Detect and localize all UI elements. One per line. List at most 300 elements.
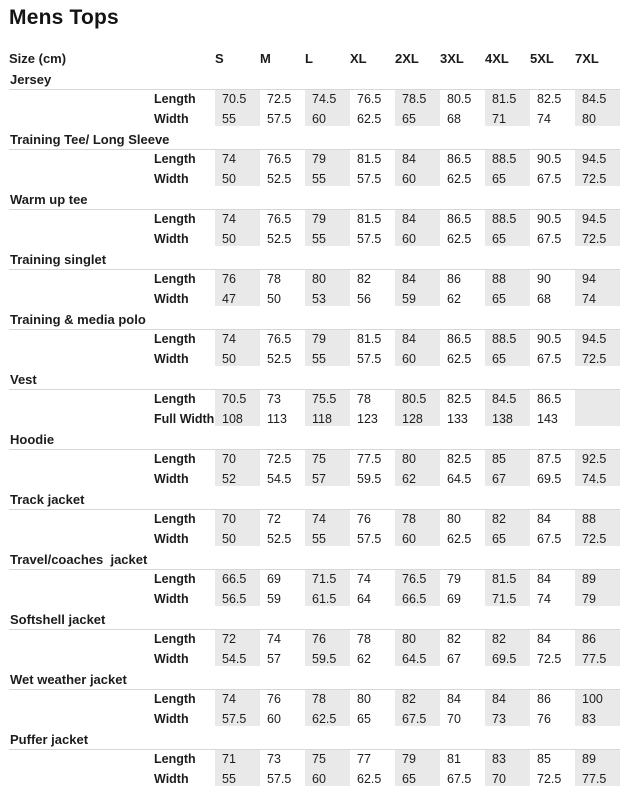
size-value-cell: 70.5 bbox=[215, 389, 260, 409]
size-value-cell: 76.5 bbox=[267, 212, 292, 227]
size-value-cell: 79 bbox=[575, 589, 620, 609]
size-value-cell: 69.5 bbox=[485, 649, 530, 669]
indent-cell bbox=[9, 89, 152, 109]
size-value-cell: 70 bbox=[485, 769, 530, 789]
size-value-cell: 62.5 bbox=[357, 112, 382, 126]
size-value-cell: 76.5 bbox=[267, 332, 292, 347]
size-value-cell: 76 bbox=[305, 629, 350, 649]
size-value-cell: 62.5 bbox=[447, 172, 472, 186]
size-value-cell: 80 bbox=[357, 692, 371, 707]
indent-cell bbox=[9, 289, 152, 309]
indent-cell bbox=[9, 469, 152, 489]
size-value-cell: 74.5 bbox=[305, 89, 350, 109]
size-value-cell: 70 bbox=[215, 449, 260, 469]
size-value-cell: 52.5 bbox=[267, 232, 292, 246]
indent-cell bbox=[9, 589, 152, 609]
size-value-cell: 72 bbox=[267, 512, 281, 527]
size-value-cell: 90.5 bbox=[537, 152, 562, 167]
size-value-cell: 133 bbox=[447, 412, 468, 426]
section-title: Travel/coaches jacket bbox=[9, 549, 620, 569]
size-chart-body bbox=[9, 69, 620, 789]
measurement-label: Length bbox=[154, 332, 196, 347]
size-column-header-xl: XL bbox=[350, 50, 367, 66]
size-value-cell: 72.5 bbox=[537, 772, 562, 786]
section-row bbox=[9, 189, 620, 209]
size-column-header-7xl: 7XL bbox=[575, 50, 599, 66]
size-value-cell: 74 bbox=[537, 112, 551, 126]
size-value-cell: 77 bbox=[357, 752, 371, 767]
size-value-cell: 85 bbox=[485, 449, 530, 469]
size-value-cell: 143 bbox=[537, 412, 558, 426]
size-value-cell: 57 bbox=[267, 652, 281, 666]
size-value-cell: 89 bbox=[575, 569, 620, 589]
section-title: Hoodie bbox=[9, 429, 620, 449]
size-value-cell: 70 bbox=[215, 509, 260, 529]
section-row bbox=[9, 549, 620, 569]
section-title: Training Tee/ Long Sleeve bbox=[9, 129, 620, 149]
indent-cell bbox=[9, 769, 152, 789]
size-value-cell: 55 bbox=[215, 109, 260, 129]
size-value-cell: 53 bbox=[305, 289, 350, 309]
size-value-cell: 55 bbox=[305, 169, 350, 189]
size-value-cell: 68 bbox=[537, 292, 551, 306]
size-value-cell: 81.5 bbox=[485, 569, 530, 589]
size-value-cell: 81.5 bbox=[357, 332, 382, 347]
size-value-cell: 79 bbox=[305, 149, 350, 169]
size-value-cell: 84 bbox=[537, 512, 551, 527]
size-value-cell: 80.5 bbox=[395, 389, 440, 409]
size-value-cell: 72.5 bbox=[537, 652, 562, 666]
size-value-cell: 80 bbox=[395, 449, 440, 469]
size-value-cell: 87.5 bbox=[537, 452, 562, 467]
size-value-cell bbox=[575, 389, 620, 409]
section-title: Softshell jacket bbox=[9, 609, 620, 629]
size-value-cell: 62.5 bbox=[447, 352, 472, 366]
size-value-cell: 50 bbox=[267, 292, 281, 306]
size-value-cell: 50 bbox=[215, 169, 260, 189]
size-value-cell: 55 bbox=[305, 529, 350, 549]
size-value-cell: 57 bbox=[305, 469, 350, 489]
size-value-cell: 64.5 bbox=[447, 472, 472, 486]
measurement-label: Length bbox=[154, 212, 196, 227]
size-value-cell: 78.5 bbox=[395, 89, 440, 109]
size-value-cell: 86.5 bbox=[447, 332, 472, 347]
measurement-row bbox=[9, 289, 620, 309]
size-value-cell: 71 bbox=[215, 749, 260, 769]
size-value-cell: 52 bbox=[215, 469, 260, 489]
size-value-cell: 77.5 bbox=[575, 769, 620, 789]
size-value-cell: 80 bbox=[575, 109, 620, 129]
size-value-cell: 57.5 bbox=[357, 172, 382, 186]
size-value-cell bbox=[575, 409, 620, 429]
size-value-cell: 84 bbox=[395, 209, 440, 229]
size-value-cell: 71 bbox=[485, 109, 530, 129]
section-title: Training & media polo bbox=[9, 309, 620, 329]
size-value-cell: 72.5 bbox=[267, 92, 292, 107]
size-value-cell: 67.5 bbox=[537, 352, 562, 366]
size-value-cell: 78 bbox=[357, 632, 371, 647]
section-title: Track jacket bbox=[9, 489, 620, 509]
size-value-cell: 62 bbox=[395, 469, 440, 489]
size-value-cell: 55 bbox=[305, 229, 350, 249]
measurement-row bbox=[9, 769, 620, 789]
size-value-cell: 78 bbox=[305, 689, 350, 709]
size-value-cell: 70 bbox=[447, 712, 461, 726]
indent-cell bbox=[9, 449, 152, 469]
size-value-cell: 86 bbox=[447, 272, 461, 287]
size-value-cell: 66.5 bbox=[395, 589, 440, 609]
size-value-cell: 62.5 bbox=[447, 232, 472, 246]
size-value-cell: 59.5 bbox=[357, 472, 382, 486]
size-value-cell: 86.5 bbox=[447, 212, 472, 227]
size-value-cell: 84.5 bbox=[575, 89, 620, 109]
size-value-cell: 79 bbox=[447, 572, 461, 587]
section-row bbox=[9, 669, 620, 689]
indent-cell bbox=[9, 649, 152, 669]
size-value-cell: 86 bbox=[575, 629, 620, 649]
size-value-cell: 61.5 bbox=[305, 589, 350, 609]
size-value-cell: 76 bbox=[215, 269, 260, 289]
measurement-row bbox=[9, 229, 620, 249]
size-value-cell: 81.5 bbox=[485, 89, 530, 109]
size-value-cell: 79 bbox=[395, 749, 440, 769]
measurement-label: Width bbox=[154, 112, 189, 126]
size-value-cell: 67 bbox=[447, 652, 461, 666]
size-value-cell: 69 bbox=[447, 592, 461, 606]
size-value-cell: 70.5 bbox=[215, 89, 260, 109]
size-value-cell: 94.5 bbox=[575, 329, 620, 349]
page-title: Mens Tops bbox=[9, 6, 119, 29]
section-row bbox=[9, 429, 620, 449]
size-value-cell: 74 bbox=[537, 592, 551, 606]
section-row bbox=[9, 129, 620, 149]
measurement-label: Width bbox=[154, 172, 189, 186]
measurement-row bbox=[9, 89, 620, 109]
size-value-cell: 73 bbox=[485, 709, 530, 729]
measurement-label: Width bbox=[154, 352, 189, 366]
size-value-cell: 84 bbox=[537, 572, 551, 587]
section-row bbox=[9, 729, 620, 749]
size-value-cell: 65 bbox=[485, 289, 530, 309]
measurement-label: Length bbox=[154, 392, 196, 407]
measurement-label: Length bbox=[154, 92, 196, 107]
measurement-row bbox=[9, 329, 620, 349]
section-row bbox=[9, 489, 620, 509]
size-value-cell: 84 bbox=[395, 329, 440, 349]
measurement-label: Width bbox=[154, 292, 189, 306]
size-value-cell: 74 bbox=[215, 149, 260, 169]
size-value-cell: 65 bbox=[485, 349, 530, 369]
size-value-cell: 84 bbox=[537, 632, 551, 647]
size-value-cell: 60 bbox=[395, 349, 440, 369]
size-value-cell: 88.5 bbox=[485, 149, 530, 169]
size-value-cell: 88 bbox=[485, 269, 530, 289]
size-value-cell: 100 bbox=[575, 689, 620, 709]
size-value-cell: 75 bbox=[305, 449, 350, 469]
measurement-label: Width bbox=[154, 532, 189, 546]
size-value-cell: 78 bbox=[357, 392, 371, 407]
size-value-cell: 74.5 bbox=[575, 469, 620, 489]
section-row bbox=[9, 369, 620, 389]
size-value-cell: 82.5 bbox=[537, 92, 562, 107]
size-value-cell: 76 bbox=[357, 512, 371, 527]
indent-cell bbox=[9, 689, 152, 709]
section-title: Jersey bbox=[9, 69, 620, 89]
size-value-cell: 86.5 bbox=[447, 152, 472, 167]
size-value-cell: 57.5 bbox=[215, 709, 260, 729]
size-value-cell: 60 bbox=[305, 769, 350, 789]
measurement-label: Width bbox=[154, 712, 189, 726]
size-value-cell: 65 bbox=[485, 169, 530, 189]
measurement-row bbox=[9, 749, 620, 769]
measurement-row bbox=[9, 649, 620, 669]
measurement-row bbox=[9, 109, 620, 129]
size-value-cell: 69.5 bbox=[537, 472, 562, 486]
size-value-cell: 59 bbox=[395, 289, 440, 309]
size-value-cell: 74 bbox=[305, 509, 350, 529]
size-value-cell: 60 bbox=[395, 229, 440, 249]
size-value-cell: 57.5 bbox=[357, 532, 382, 546]
size-value-cell: 65 bbox=[485, 229, 530, 249]
measurement-label: Length bbox=[154, 512, 196, 527]
section-title: Wet weather jacket bbox=[9, 669, 620, 689]
size-value-cell: 76.5 bbox=[395, 569, 440, 589]
size-value-cell: 73 bbox=[267, 392, 281, 407]
size-value-cell: 123 bbox=[357, 412, 378, 426]
measurement-row bbox=[9, 409, 620, 429]
size-value-cell: 138 bbox=[485, 409, 530, 429]
indent-cell bbox=[9, 629, 152, 649]
size-value-cell: 64.5 bbox=[395, 649, 440, 669]
size-value-cell: 74 bbox=[357, 572, 371, 587]
size-value-cell: 72 bbox=[215, 629, 260, 649]
measurement-label: Length bbox=[154, 152, 196, 167]
size-value-cell: 65 bbox=[395, 109, 440, 129]
section-title: Puffer jacket bbox=[9, 729, 620, 749]
indent-cell bbox=[9, 529, 152, 549]
size-value-cell: 86 bbox=[537, 692, 551, 707]
section-row bbox=[9, 69, 620, 89]
size-value-cell: 90 bbox=[537, 272, 551, 287]
size-value-cell: 50 bbox=[215, 529, 260, 549]
size-value-cell: 81 bbox=[447, 752, 461, 767]
size-value-cell: 72.5 bbox=[575, 529, 620, 549]
size-value-cell: 72.5 bbox=[575, 169, 620, 189]
size-value-cell: 64 bbox=[357, 592, 371, 606]
size-value-cell: 55 bbox=[215, 769, 260, 789]
size-value-cell: 84 bbox=[447, 692, 461, 707]
size-value-cell: 68 bbox=[447, 112, 461, 126]
indent-cell bbox=[9, 109, 152, 129]
indent-cell bbox=[9, 569, 152, 589]
section-row bbox=[9, 309, 620, 329]
size-value-cell: 47 bbox=[215, 289, 260, 309]
indent-cell bbox=[9, 709, 152, 729]
indent-cell bbox=[9, 269, 152, 289]
size-value-cell: 92.5 bbox=[575, 449, 620, 469]
size-value-cell: 60 bbox=[395, 169, 440, 189]
size-value-cell: 57.5 bbox=[357, 352, 382, 366]
measurement-row bbox=[9, 589, 620, 609]
size-value-cell: 75.5 bbox=[305, 389, 350, 409]
measurement-label: Width bbox=[154, 772, 189, 786]
size-value-cell: 89 bbox=[575, 749, 620, 769]
indent-cell bbox=[9, 749, 152, 769]
size-value-cell: 94 bbox=[575, 269, 620, 289]
size-value-cell: 90.5 bbox=[537, 332, 562, 347]
measurement-row bbox=[9, 529, 620, 549]
size-value-cell: 78 bbox=[267, 272, 281, 287]
size-value-cell: 85 bbox=[537, 752, 551, 767]
size-value-cell: 80.5 bbox=[447, 92, 472, 107]
size-value-cell: 82 bbox=[357, 272, 371, 287]
size-value-cell: 62.5 bbox=[357, 772, 382, 786]
size-value-cell: 78 bbox=[395, 509, 440, 529]
size-value-cell: 52.5 bbox=[267, 172, 292, 186]
indent-cell bbox=[9, 349, 152, 369]
measurement-row bbox=[9, 509, 620, 529]
size-value-cell: 83 bbox=[485, 749, 530, 769]
size-value-cell: 88.5 bbox=[485, 209, 530, 229]
size-value-cell: 73 bbox=[267, 752, 281, 767]
size-value-cell: 94.5 bbox=[575, 209, 620, 229]
size-value-cell: 76 bbox=[267, 692, 281, 707]
size-value-cell: 59.5 bbox=[305, 649, 350, 669]
size-value-cell: 71.5 bbox=[305, 569, 350, 589]
size-value-cell: 79 bbox=[305, 209, 350, 229]
size-value-cell: 71.5 bbox=[485, 589, 530, 609]
size-value-cell: 57.5 bbox=[267, 112, 292, 126]
measurement-row bbox=[9, 469, 620, 489]
size-value-cell: 57.5 bbox=[267, 772, 292, 786]
size-value-cell: 82.5 bbox=[447, 392, 472, 407]
measurement-row bbox=[9, 569, 620, 589]
indent-cell bbox=[9, 209, 152, 229]
measurement-row bbox=[9, 709, 620, 729]
size-value-cell: 72.5 bbox=[575, 349, 620, 369]
size-value-cell: 80 bbox=[395, 629, 440, 649]
size-value-cell: 65 bbox=[395, 769, 440, 789]
measurement-label: Length bbox=[154, 272, 196, 287]
size-value-cell: 80 bbox=[447, 512, 461, 527]
size-value-cell: 67.5 bbox=[447, 772, 472, 786]
indent-cell bbox=[9, 389, 152, 409]
size-value-cell: 82 bbox=[447, 632, 461, 647]
size-value-cell: 81.5 bbox=[357, 212, 382, 227]
size-value-cell: 52.5 bbox=[267, 352, 292, 366]
measurement-row bbox=[9, 349, 620, 369]
size-value-cell: 77.5 bbox=[575, 649, 620, 669]
size-column-header-4xl: 4XL bbox=[485, 50, 509, 66]
size-value-cell: 83 bbox=[575, 709, 620, 729]
size-value-cell: 54.5 bbox=[215, 649, 260, 669]
size-value-cell: 88 bbox=[575, 509, 620, 529]
indent-cell bbox=[9, 329, 152, 349]
measurement-label: Length bbox=[154, 452, 196, 467]
size-value-cell: 67.5 bbox=[395, 709, 440, 729]
indent-cell bbox=[9, 229, 152, 249]
size-value-cell: 128 bbox=[395, 409, 440, 429]
size-value-cell: 80 bbox=[305, 269, 350, 289]
size-value-cell: 60 bbox=[305, 109, 350, 129]
size-column-header-5xl: 5XL bbox=[530, 50, 554, 66]
size-value-cell: 60 bbox=[267, 712, 281, 726]
size-value-cell: 84 bbox=[395, 149, 440, 169]
size-value-cell: 74 bbox=[215, 689, 260, 709]
indent-cell bbox=[9, 409, 152, 429]
size-value-cell: 54.5 bbox=[267, 472, 292, 486]
size-value-cell: 74 bbox=[267, 632, 281, 647]
section-title: Training singlet bbox=[9, 249, 620, 269]
section-title: Warm up tee bbox=[9, 189, 620, 209]
indent-cell bbox=[9, 149, 152, 169]
size-value-cell: 113 bbox=[267, 412, 287, 426]
size-value-cell: 67.5 bbox=[537, 172, 562, 186]
size-value-cell: 108 bbox=[215, 409, 260, 429]
measurement-label: Length bbox=[154, 572, 196, 587]
size-value-cell: 77.5 bbox=[357, 452, 382, 467]
indent-cell bbox=[9, 169, 152, 189]
size-value-cell: 62 bbox=[447, 292, 461, 306]
size-value-cell: 62 bbox=[357, 652, 371, 666]
indent-cell bbox=[9, 509, 152, 529]
section-title: Vest bbox=[9, 369, 620, 389]
measurement-row bbox=[9, 209, 620, 229]
size-value-cell: 56 bbox=[357, 292, 371, 306]
size-value-cell: 76.5 bbox=[357, 92, 382, 107]
size-column-header-l: L bbox=[305, 50, 313, 66]
size-value-cell: 94.5 bbox=[575, 149, 620, 169]
size-column-header-s: S bbox=[215, 50, 224, 66]
size-column-header-m: M bbox=[260, 50, 271, 66]
section-row bbox=[9, 249, 620, 269]
size-value-cell: 82 bbox=[395, 689, 440, 709]
size-value-cell: 79 bbox=[305, 329, 350, 349]
size-value-cell: 88.5 bbox=[485, 329, 530, 349]
measurement-row bbox=[9, 449, 620, 469]
size-value-cell: 82 bbox=[485, 509, 530, 529]
size-value-cell: 67.5 bbox=[537, 532, 562, 546]
size-value-cell: 55 bbox=[305, 349, 350, 369]
size-value-cell: 62.5 bbox=[305, 709, 350, 729]
size-value-cell: 72.5 bbox=[267, 452, 292, 467]
size-value-cell: 62.5 bbox=[447, 532, 472, 546]
size-value-cell: 84 bbox=[485, 689, 530, 709]
size-value-cell: 90.5 bbox=[537, 212, 562, 227]
size-value-cell: 57.5 bbox=[357, 232, 382, 246]
size-value-cell: 76.5 bbox=[267, 152, 292, 167]
size-header-row bbox=[9, 47, 620, 69]
size-value-cell: 84 bbox=[395, 269, 440, 289]
size-value-cell: 59 bbox=[267, 592, 281, 606]
measurement-row bbox=[9, 629, 620, 649]
size-value-cell: 81.5 bbox=[357, 152, 382, 167]
size-value-cell: 72.5 bbox=[575, 229, 620, 249]
size-chart-table bbox=[9, 47, 620, 789]
measurement-row bbox=[9, 269, 620, 289]
size-value-cell: 82.5 bbox=[447, 452, 472, 467]
size-value-cell: 69 bbox=[267, 572, 281, 587]
size-value-cell: 65 bbox=[357, 712, 371, 726]
measurement-label: Width bbox=[154, 652, 189, 666]
size-value-cell: 75 bbox=[305, 749, 350, 769]
size-value-cell: 82 bbox=[485, 629, 530, 649]
size-column-header-2xl: 2XL bbox=[395, 50, 419, 66]
measurement-label: Length bbox=[154, 692, 196, 707]
size-value-cell: 67.5 bbox=[537, 232, 562, 246]
measurement-label: Width bbox=[154, 232, 189, 246]
size-column-header-3xl: 3XL bbox=[440, 50, 464, 66]
